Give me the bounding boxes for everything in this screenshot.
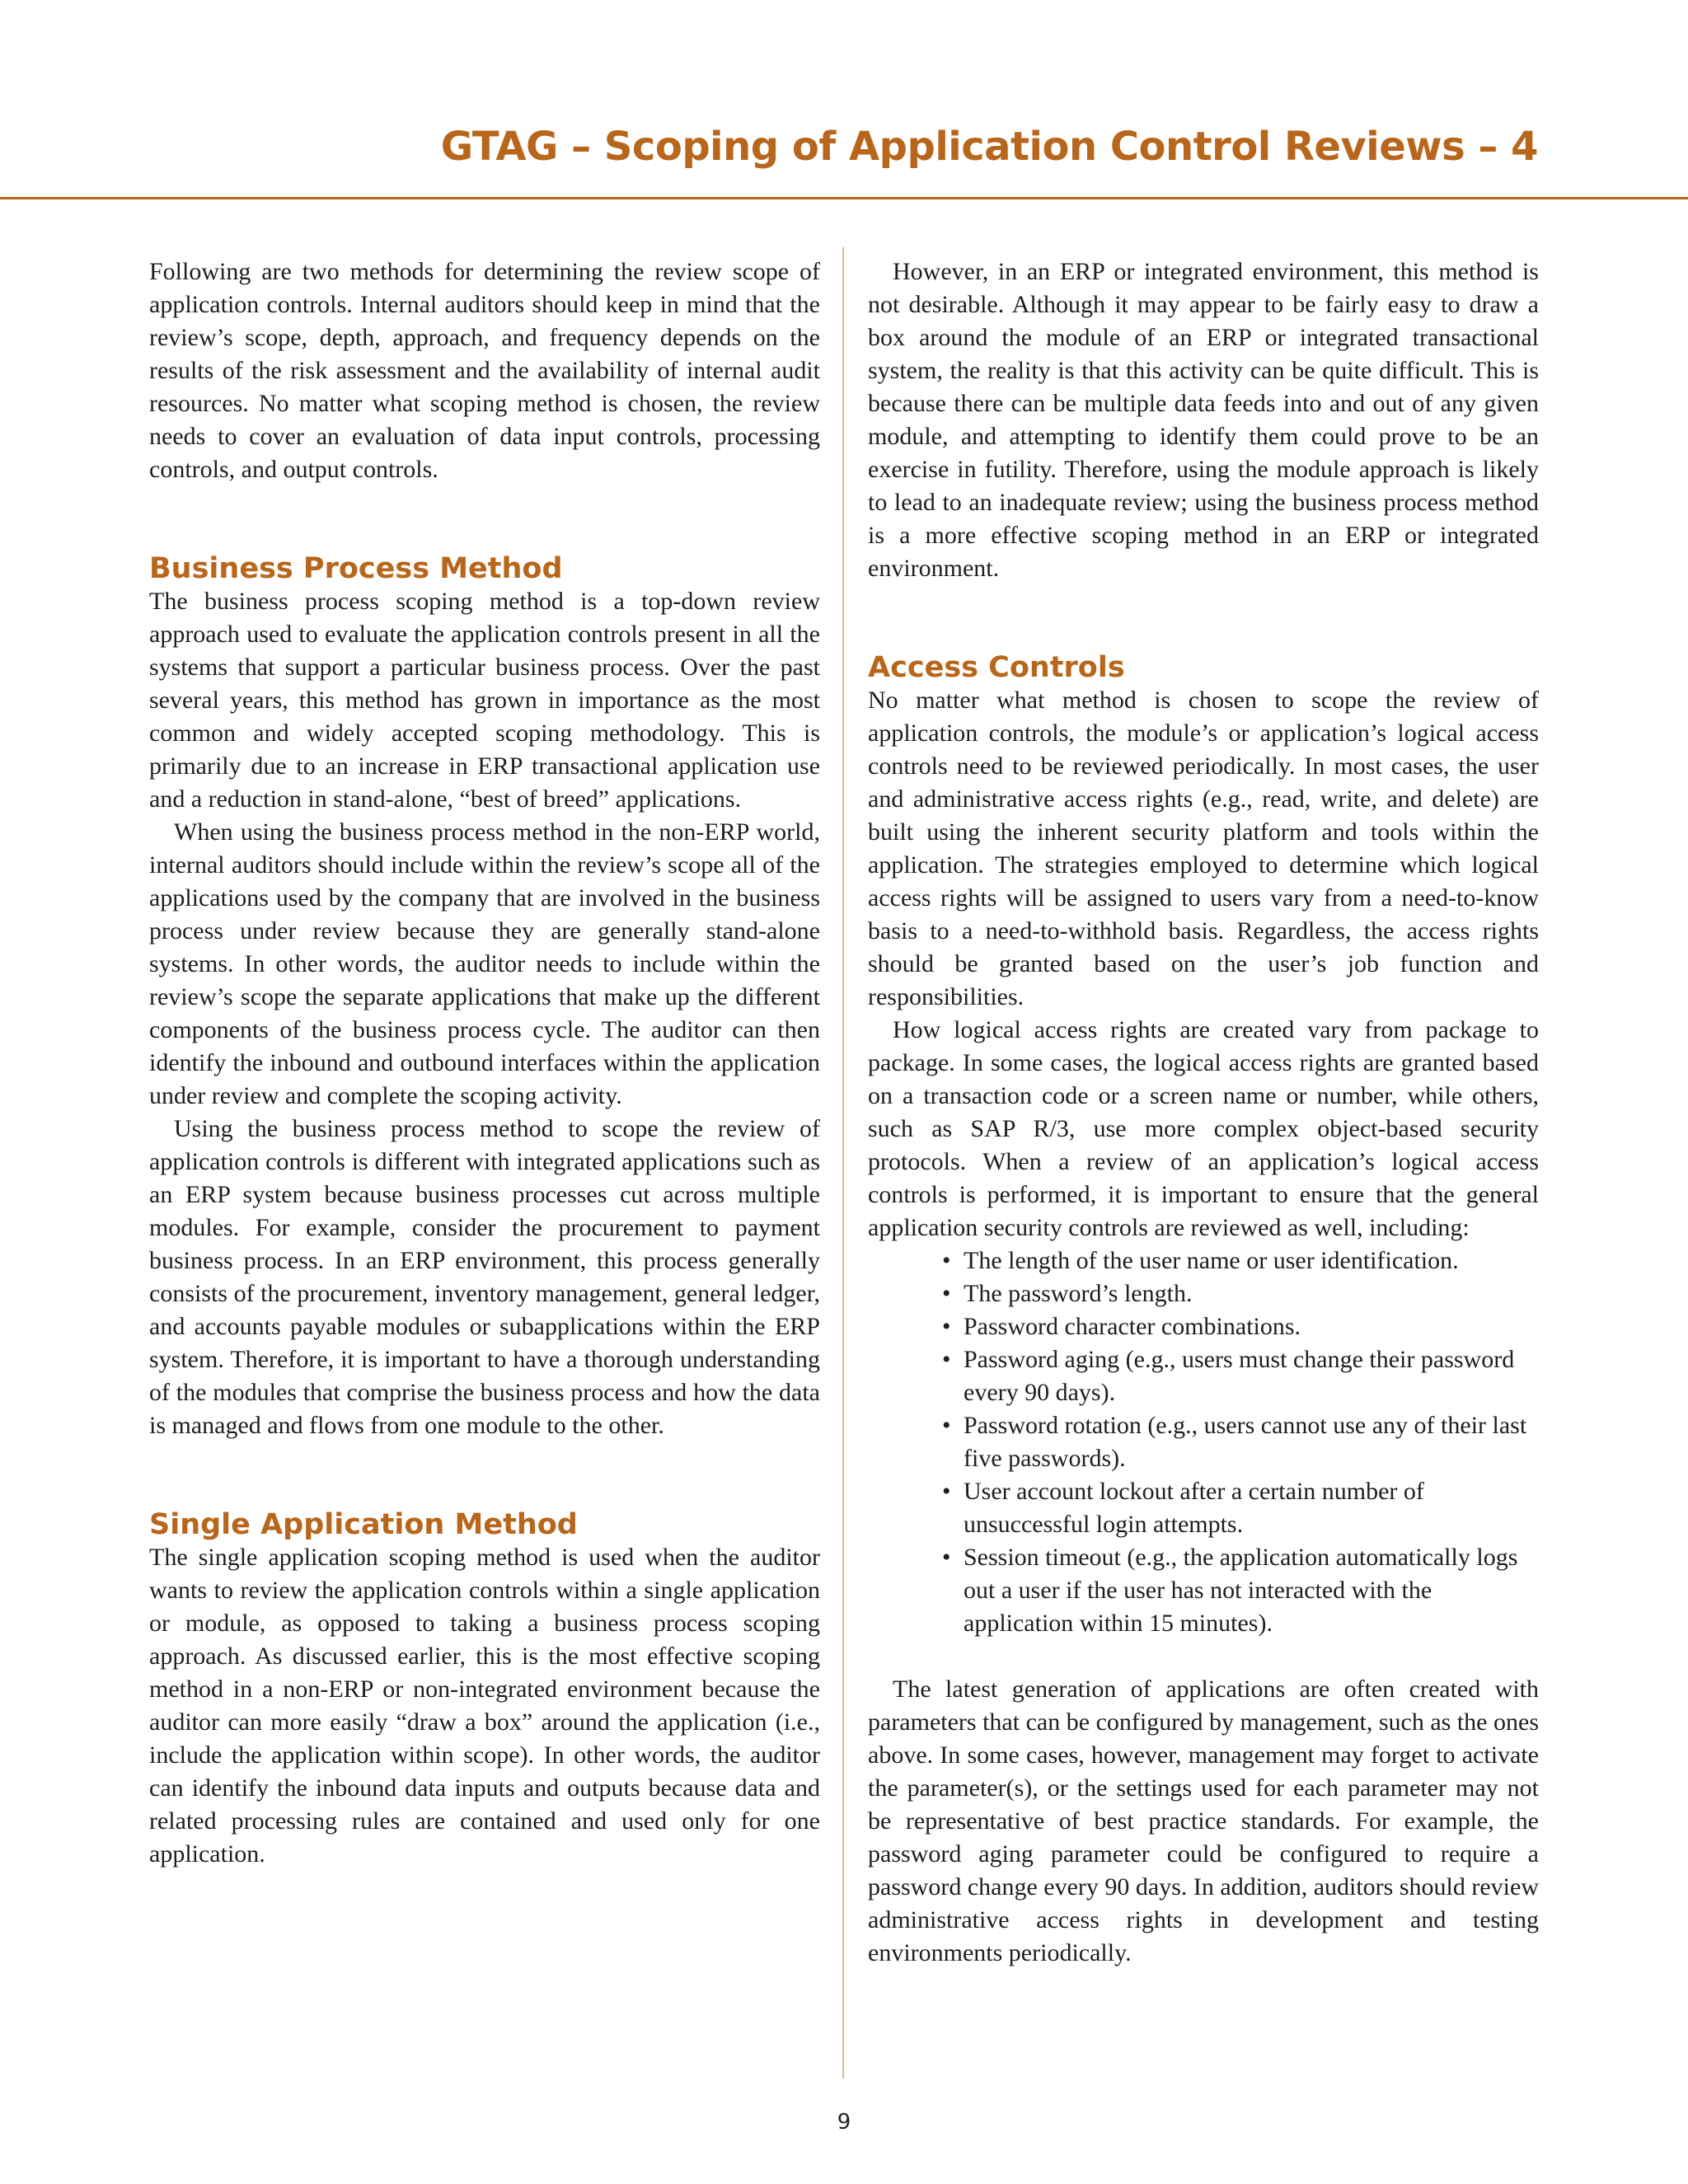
- list-item: • The password’s length.: [942, 1277, 1539, 1310]
- bullet-icon: •: [942, 1346, 951, 1373]
- access-controls-closing-paragraph: The latest generation of applications are often created with parameters that can be configured by management, such as the ones above. In some cases, however, management may forget to activate the parameter(s), or the settings used for each parameter may not be representative of best practice standards. For example, the password aging parameter could be configured to require a password change every 90 days. In addition, auditors should review administrative access rights in development and testing environments periodically.: [868, 1675, 1539, 1966]
- business-process-paragraph: The business process scoping method is a top-down review approach used to evaluate the application controls present in all the systems that support a particular business process. Over the past several years, this method has grown in importance as the most common and widely accepted scoping methodology. This is primarily due to an increase in ERP transactional application use and a reduction in stand-alone, “best of breed” applications.: [149, 588, 820, 813]
- list-item: • Password character combinations.: [942, 1310, 1539, 1343]
- security-controls-list: [868, 1244, 1539, 1640]
- bullet-icon: •: [942, 1280, 951, 1307]
- column-divider: [842, 247, 844, 2079]
- access-controls-heading: Access Controls: [868, 651, 1125, 684]
- bullet-icon: •: [942, 1313, 951, 1340]
- access-controls-paragraph: How logical access rights are created vary from package to package. In some cases, the logical access rights are granted based on a transaction code or a screen name or number, while others, such as SAP R/3, use more complex object-based security protocols. When a review of an application’s logical access controls is performed, it is important to ensure that the general application security controls are reviewed as well, including:: [868, 1016, 1539, 1241]
- single-application-heading: Single Application Method: [149, 1508, 578, 1541]
- business-process-paragraph: Using the business process method to scope the review of application controls is different with integrated applications such as an ERP system because business processes cut across multiple modules. For example, consider the procurement to payment business process. In an ERP environment, this process generally consists of the procurement, inventory management, general ledger, and accounts payable modules or subapplications within the ERP system. Therefore, it is important to have a thorough understanding of the modules that comprise the business process and how the data is managed and flows from one module to the other.: [149, 1115, 820, 1439]
- bullet-icon: •: [942, 1412, 951, 1439]
- list-item: • User account lockout after a certain number of unsuccessful login attempts.: [942, 1475, 1539, 1541]
- intro-paragraph: Following are two methods for determining the review scope of application controls. Internal auditors should keep in mind that the review’s scope, depth, approach, and frequency depends on the results of the risk assessment and the availability of internal audit resources. No matter what scoping method is chosen, the review needs to cover an evaluation of data input controls, processing controls, and output controls.: [149, 258, 820, 483]
- page-header-title: GTAG – Scoping of Application Control Reviews – 4: [440, 124, 1538, 170]
- bullet-icon: •: [942, 1478, 951, 1505]
- bullet-icon: •: [942, 1247, 951, 1274]
- access-controls-paragraph: No matter what method is chosen to scope the review of application controls, the module’s or application’s logical access controls need to be reviewed periodically. In most cases, the user and administrative access rights (e.g., read, write, and delete) are built using the inherent security platform and tools within the application. The strategies employed to determine which logical access rights will be assigned to users vary from a need-to-know basis to a need-to-withhold basis. Regardless, the access rights should be granted based on the user’s job function and responsibilities.: [868, 687, 1539, 1010]
- list-item: • Password rotation (e.g., users cannot use any of their last five passwords).: [942, 1409, 1539, 1475]
- list-item: • Session timeout (e.g., the application automatically logs out a user if the user has not interacted with the application within 15 minutes).: [942, 1541, 1539, 1640]
- header-rule: [0, 197, 1688, 199]
- left-column: [149, 255, 820, 1871]
- bullet-icon: •: [942, 1544, 951, 1571]
- business-process-paragraph: When using the business process method in the non-ERP world, internal auditors should include within the review’s scope all of the applications used by the company that are involved in the business process under review because they are generally stand-alone systems. In other words, the auditor needs to include within the review’s scope the separate applications that make up the different components of the business process cycle. The auditor can then identify the inbound and outbound interfaces within the application under review and complete the scoping activity.: [149, 818, 820, 1109]
- page-number: 9: [837, 2110, 851, 2135]
- list-item: • The length of the user name or user identification.: [942, 1244, 1539, 1277]
- single-application-paragraph: The single application scoping method is used when the auditor wants to review the application controls within a single application or module, as opposed to taking a business process scoping approach. As discussed earlier, this is the most effective scoping method in a non-ERP or non-integrated environment because the auditor can more easily “draw a box” around the application (i.e., include the application within scope). In other words, the auditor can identify the inbound data inputs and outputs because data and related processing rules are contained and used only for one application.: [149, 1544, 820, 1868]
- business-process-heading: Business Process Method: [149, 552, 563, 585]
- continuation-paragraph: However, in an ERP or integrated environment, this method is not desirable. Although it may appear to be fairly easy to draw a box around the module of an ERP or integrated transactional system, the reality is that this activity can be quite difficult. This is because there can be multiple data feeds into and out of any given module, and attempting to identify them could prove to be an exercise in futility. Therefore, using the module approach is likely to lead to an inadequate review; using the business process method is a more effective scoping method in an ERP or integrated environment.: [868, 258, 1539, 582]
- list-item: • Password aging (e.g., users must change their password every 90 days).: [942, 1343, 1539, 1409]
- right-column: [868, 255, 1539, 1970]
